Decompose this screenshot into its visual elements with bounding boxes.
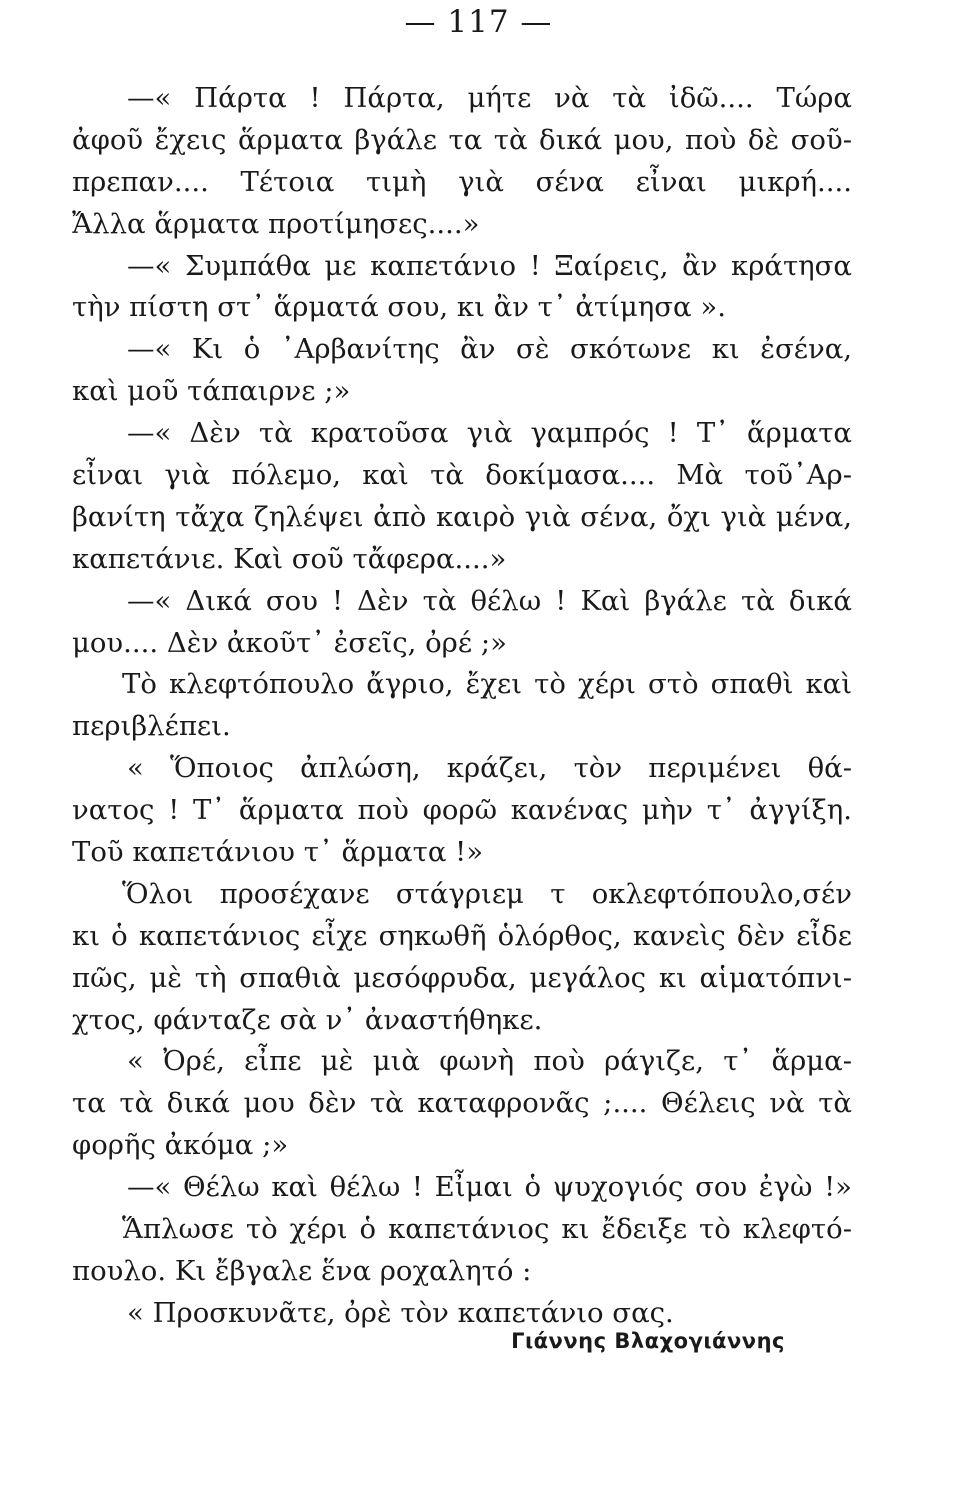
text-line: πουλο. Κι ἔβγαλε ἕνα ροχαλητό :: [72, 1254, 532, 1287]
text-line: —« Κι ὁ ᾽Αρβανίτης ἂν σὲ σκότωνε κι ἐσένα,: [127, 333, 852, 366]
text-line: χτος, φάνταζε σὰ ν᾽ ἀναστήθηκε.: [72, 1003, 543, 1036]
text-line: βανίτη τἄχα ζηλέψει ἀπὸ καιρὸ γιὰ σένα, ὄχι γιὰ μένα,: [72, 500, 852, 533]
text-line: —« Δὲν τὰ κρατοῦσα γιὰ γαμπρός ! Τ᾽ ἅρματα: [127, 417, 852, 450]
text-line: —« Πάρτα ! Πάρτα, μήτε νὰ τὰ ἰδῶ.... Τώρα: [127, 82, 852, 114]
text-line: ἀφοῦ ἔχεις ἅρματα βγάλε τα τὰ δικά μου, ποὺ δὲ σοῦ-: [72, 123, 852, 156]
text-line: πρεπαν.... Τέτοια τιμὴ γιὰ σένα εἶναι μικρή....: [72, 165, 852, 198]
text-line: —« Θέλω καὶ θέλω ! Εἶμαι ὁ ψυχογιός σου ἐγὼ !»: [127, 1171, 852, 1204]
body-text: [72, 78, 852, 1335]
text-line: περιβλέπει.: [72, 710, 231, 743]
text-line: « Ὅποιος ἀπλώση, κράζει, τὸν περιμένει θά-: [127, 752, 852, 785]
text-line: νατος ! Τ᾽ ἅρματα ποὺ φορῶ κανένας μὴν τ᾽ ἀγγίξη.: [72, 794, 852, 827]
text-line: κι ὁ καπετάνιος εἶχε σηκωθῆ ὁλόρθος, κανεὶς δὲν εἶδε: [72, 919, 852, 952]
text-line: Τὸ κλεφτόπουλο ἄγριο, ἔχει τὸ χέρι στὸ σπαθὶ καὶ: [122, 668, 852, 701]
page-number: — 117 —: [404, 4, 553, 40]
text-line: Ἄλλα ἅρματα προτίμησες....»: [72, 207, 480, 240]
text-line: καὶ μοῦ τάπαιρνε ;»: [72, 375, 351, 408]
text-line: « Προσκυνᾶτε, ὀρὲ τὸν καπετάνιο σας.: [127, 1296, 674, 1329]
text-line: « Ὀρέ, εἶπε μὲ μιὰ φωνὴ ποὺ ράγιζε, τ᾽ ἅρμα-: [127, 1045, 852, 1078]
text-line: φορῆς ἀκόμα ;»: [72, 1129, 289, 1162]
text-line: —« Συμπάθα με καπετάνιο ! Ξαίρεις, ἂν κράτησα: [127, 249, 852, 282]
text-line: Ἅπλωσε τὸ χέρι ὁ καπετάνιος κι ἔδειξε τὸ κλεφτό-: [122, 1213, 852, 1246]
text-line: πῶς, μὲ τὴ σπαθιὰ μεσόφρυδα, μεγάλος κι αἱματόπνι-: [72, 961, 852, 994]
text-line: μου.... Δὲν ἀκοῦτ᾽ ἐσεῖς, ὀρέ ;»: [72, 626, 507, 659]
text-line: Ὅλοι προσέχανε στάγριεμ τ οκλεφτόπουλο,σέν: [122, 877, 852, 910]
text-line: τα τὰ δικά μου δὲν τὰ καταφρονᾶς ;.... Θέλεις νὰ τὰ: [72, 1087, 852, 1120]
author-signature: Γιάννης Βλαχογιάννης: [511, 1329, 785, 1353]
text-line: καπετάνιε. Καὶ σοῦ τἄφερα....»: [72, 542, 507, 575]
text-line: τὴν πίστη στ᾽ ἅρματά σου, κι ἂν τ᾽ ἀτίμησα ».: [72, 291, 726, 324]
text-line: Τοῦ καπετάνιου τ᾽ ἅρματα !»: [72, 836, 484, 869]
text-line: εἶναι γιὰ πόλεμο, καὶ τὰ δοκίμασα.... Μὰ τοῦ᾽Αρ-: [72, 459, 852, 492]
text-line: —« Δικά σου ! Δὲν τὰ θέλω ! Καὶ βγάλε τὰ δικά: [127, 584, 852, 617]
